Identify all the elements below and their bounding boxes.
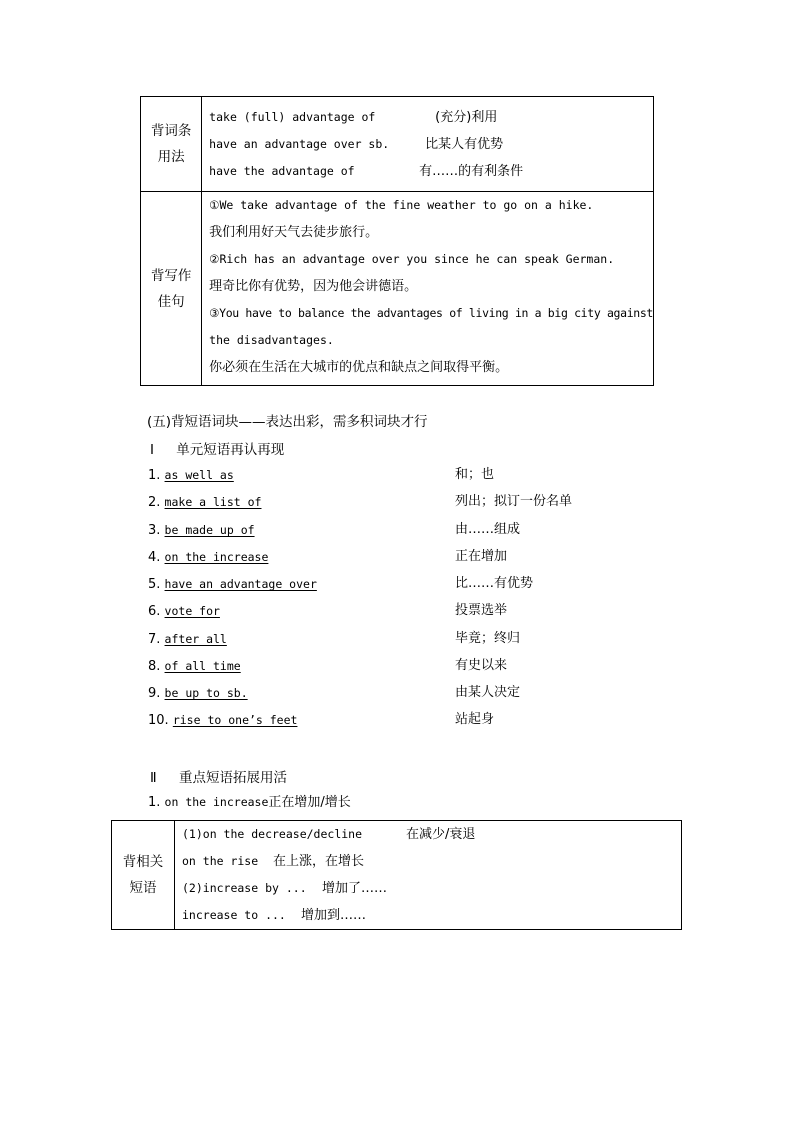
list-item-meaning: 由……组成 [455, 522, 521, 537]
usage-line: have the advantage of 有……的有利条件 [209, 163, 524, 179]
list-item: 5. have_an_advantage_over [148, 577, 317, 592]
example-cn: 我们利用好天气去徒步旅行。 [209, 225, 379, 240]
related-phrases-table [111, 820, 682, 930]
vocab-table [140, 96, 654, 386]
list-item-meaning: 投票选举 [455, 603, 508, 618]
list-item-meaning: 和；也 [455, 467, 495, 482]
related-row [112, 821, 682, 930]
example-en: the disadvantages. [209, 333, 334, 347]
list-item: 4. on_the_increase [148, 550, 269, 565]
list-item-meaning: 站起身 [455, 712, 495, 727]
list-item: 3. be_made_up_of [148, 523, 255, 538]
usage-label-line2: 用法 [157, 149, 185, 165]
example-cn: 理奇比你有优势，因为他会讲德语。 [209, 279, 418, 294]
list-item: 10. rise_to_one’s_feet [148, 713, 298, 728]
related-line: increase to ... 增加到…… [182, 908, 367, 923]
example-label-line2: 佳句 [157, 293, 185, 310]
related-label-cell [112, 821, 175, 930]
example-row [141, 192, 654, 386]
related-label-line2: 短语 [129, 880, 157, 896]
related-line: (2)increase by ... 增加了…… [182, 881, 388, 896]
usage-content-cell [202, 97, 654, 192]
related-line: (1)on the decrease/decline 在减少/衰退 [182, 827, 476, 842]
part1-title: 单元短语再认再现 [176, 442, 285, 458]
part1-numeral: Ⅰ [150, 442, 154, 458]
list-item-meaning: 有史以来 [455, 658, 508, 673]
list-item-meaning: 由某人决定 [455, 685, 521, 700]
part2-heading [150, 766, 287, 786]
example-cn: 你必须在生活在大城市的优点和缺点之间取得平衡。 [209, 360, 509, 375]
example-content-cell [202, 192, 654, 386]
list-item-meaning: 毕竟；终归 [455, 631, 521, 646]
example-label-line1: 背写作 [150, 267, 192, 284]
list-item: 6. vote_for [148, 604, 220, 619]
list-item: 1. as_well_as [148, 468, 234, 483]
example-en: ③You have to balance the advantages of living in a big city against [209, 306, 653, 320]
related-content-cell [175, 821, 682, 930]
usage-label-line1: 背词条 [150, 123, 192, 139]
usage-line: have an advantage over sb. 比某人有优势 [209, 136, 504, 152]
list-item: 8. of_all_time [148, 659, 241, 674]
list-item-meaning: 列出；拟订一份名单 [455, 494, 573, 509]
list-item: 9. be_up_to_sb. [148, 686, 248, 701]
list-item: 2. make_a_list_of [148, 495, 262, 510]
section-title: (五)背短语词块——表达出彩，需多积词块才行 [147, 414, 428, 430]
key-phrase-item: 1. on the increase正在增加/增长 [148, 795, 351, 810]
list-item-meaning: 比……有优势 [455, 576, 534, 591]
list-item: 7. after_all [148, 632, 227, 647]
part2-title: 重点短语拓展用活 [178, 770, 287, 786]
list-item-meaning: 正在增加 [455, 549, 508, 564]
usage-line: take (full) advantage of (充分)利用 [209, 109, 498, 125]
part2-numeral: Ⅱ [150, 770, 157, 786]
part1-heading [150, 438, 284, 458]
related-line: on the rise 在上涨，在增长 [182, 854, 365, 869]
example-en: ②Rich has an advantage over you since he can speak German. [209, 252, 615, 266]
example-en: ①We take advantage of the fine weather to go on a hike. [209, 198, 594, 212]
related-label-line1: 背相关 [122, 854, 164, 870]
usage-row [141, 97, 654, 192]
example-label-cell [141, 192, 202, 386]
usage-label-cell [141, 97, 202, 192]
